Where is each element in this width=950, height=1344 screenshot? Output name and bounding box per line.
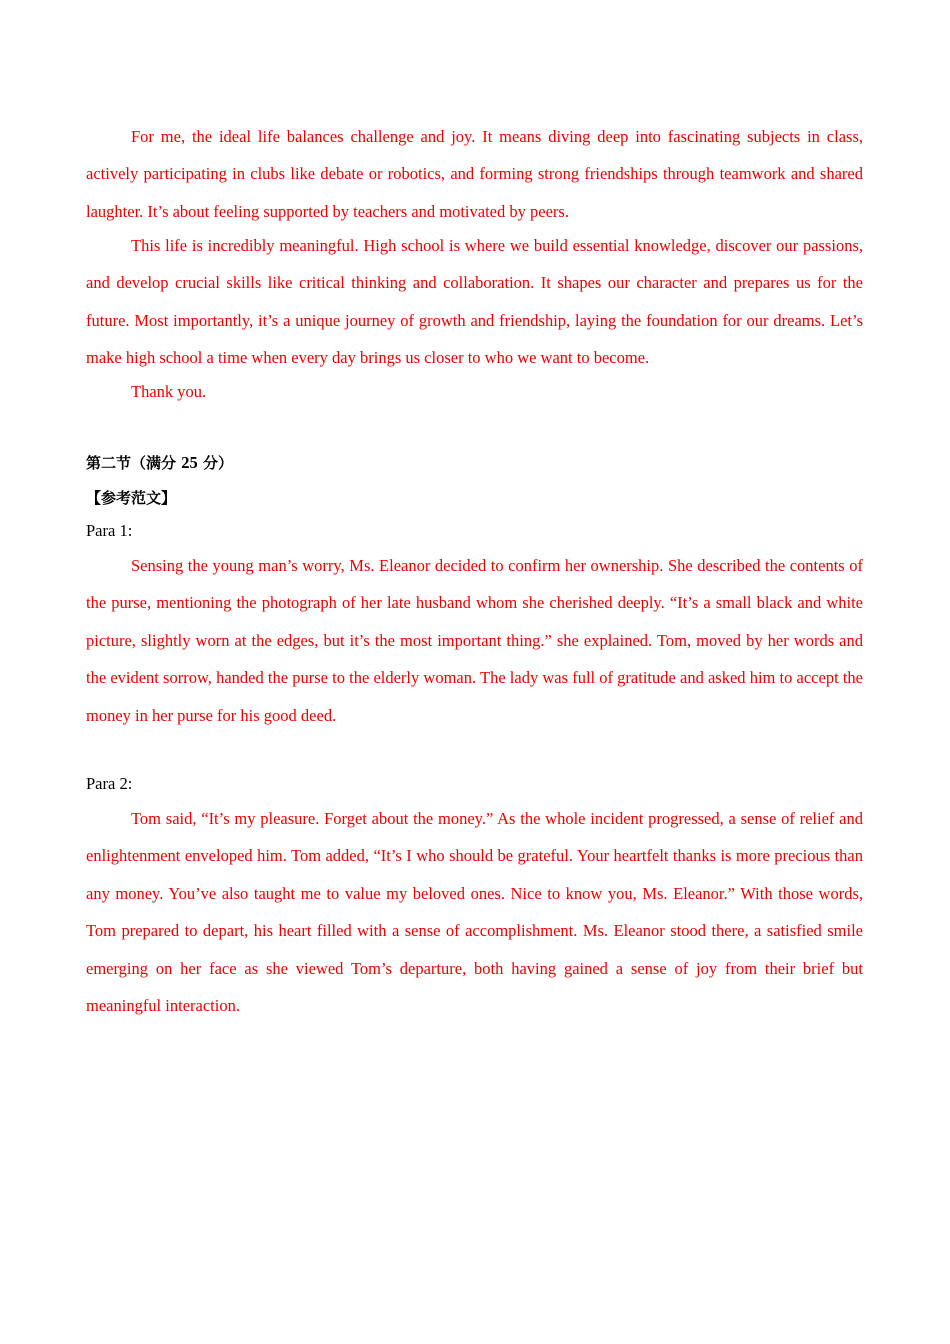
para1-text: Sensing the young man’s worry, Ms. Eleanor decided to confirm her ownership. She described the contents of the purse, mentioning the photograph of her late husband whom she cherished deeply. “It’s a small black and white picture, slightly worn at the edges, but it’s the most important thing.” she explained. Tom, moved by her words and the evident sorrow, handed the purse to the elderly woman. The lady was full of gratitude and asked him to accept the money in her purse for his good deed. [86, 556, 863, 725]
section-heading-score: 25 [181, 453, 198, 472]
essay-paragraph-ideal-life: For me, the ideal life balances challenge and joy. It means diving deep into fascinating subjects in class, actively participating in clubs like debate or robotics, and forming strong friendships through teamwork and shared laughter. It’s about feeling supported by teachers and motivated by peers. [86, 127, 863, 221]
para2-label: Para 2: [86, 774, 133, 793]
para2-text: Tom said, “It’s my pleasure. Forget about the money.” As the whole incident progressed, a sense of relief and enlightenment enveloped him. Tom added, “It’s I who should be grateful. Your heartfelt thanks is more precious than any money. You’ve also taught me to value my beloved ones. Nice to know you, Ms. Eleanor.” With those words, Tom prepared to depart, his heart filled with a sense of accomplishment. Ms. Eleanor stood there, a satisfied smile emerging on her face as she viewed Tom’s departure, both having gained a sense of joy from their brief but meaningful interaction. [86, 809, 863, 1016]
reference-essay-heading: 【参考范文】 [86, 489, 177, 507]
section-heading-suffix: 分） [202, 454, 233, 472]
section-heading [86, 446, 863, 480]
para1-label: Para 1: [86, 521, 133, 540]
essay-paragraph-meaning: This life is incredibly meaningful. High school is where we build essential knowledge, discover our passions, and develop crucial skills like critical thinking and collaboration. It shapes our character and prepares us for the future. Most importantly, it’s a unique journey of growth and friendship, laying the foundation for our dreams. Let’s make high school a time when every day brings us closer to who we want to become. [86, 236, 863, 368]
essay-closing: Thank you. [131, 382, 207, 401]
section-heading-prefix: 第二节（满分 [86, 454, 177, 472]
